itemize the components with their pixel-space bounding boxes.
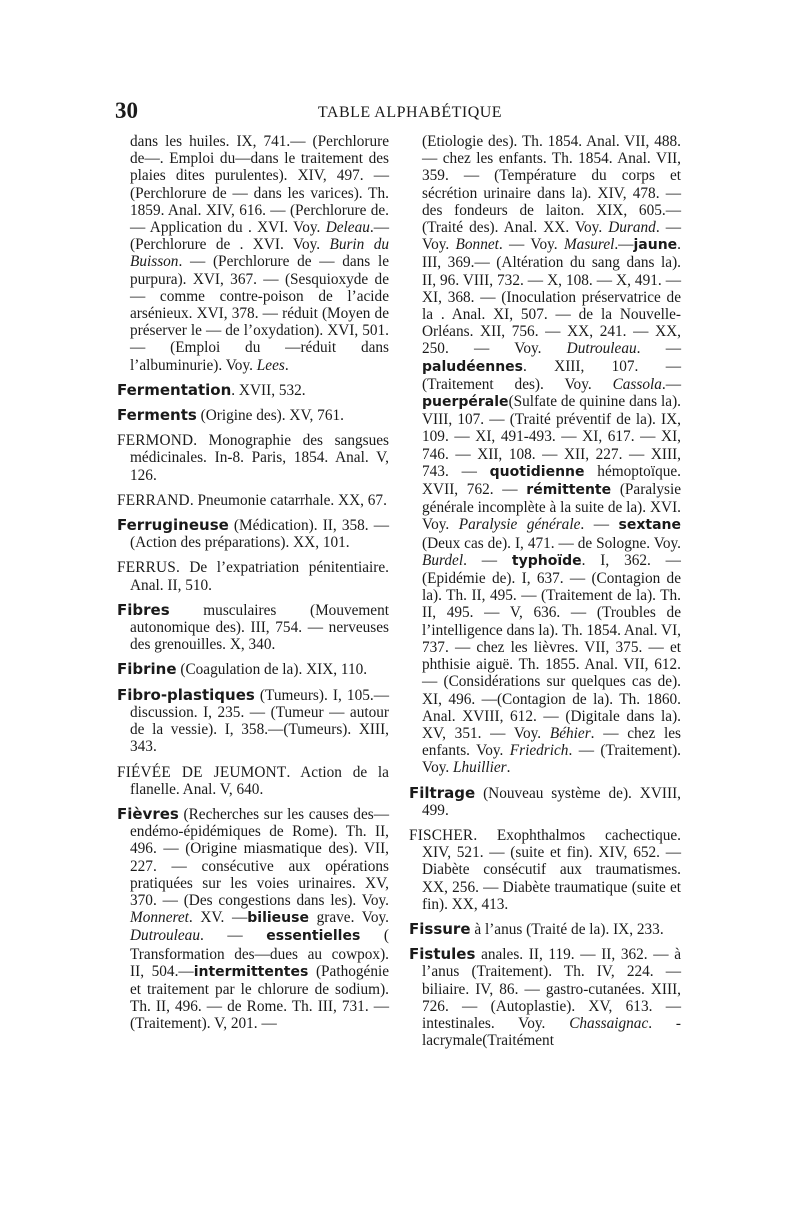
page-header [115, 98, 705, 128]
index-entry: Ferments (Origine des). XV, 761. [117, 406, 344, 425]
index-entry: Fibres musculaires (Mouvement autonomique des). III, 754. — nerveuses des grenouilles. X, 340. [117, 600, 389, 654]
running-title: TABLE ALPHABÉTIQUE [317, 104, 503, 121]
index-entry: Fièvres (Recherches sur les causes des—endémo-épidémiques de Rome). Th. II, 496. — (Origine miasmatique des). VII, 227. — consécutive aux opérations pratiquées sur les voies urinaires. XV, 370. — (Des congestions dans les). Voy. Monneret. XV. —bilieuse grave. Voy. Dutrouleau. — essentielles ( Transformation des—dues au cowpox). II, 504.—intermittentes (Pathogénie et traitement par le chlorure de sodium). Th. II, 496. — de Rome. Th. III, 731. — (Traitement). V, 201. — [117, 804, 390, 1033]
index-entry: Fermentation. XVII, 532. [117, 380, 306, 399]
index-entry: dans les huiles. IX, 741.— (Perchlorure de—. Emploi du—dans le traitement des plaies dites purulentes). XIV, 497. — (Perchlorure de — dans les varices). Th. 1859. Anal. XIV, 616. — (Perchlorure de. — Application du . XVI. Voy. Deleau.—(Perchlorure de . XVI. Voy. Burin du Buisson. — (Perchlorure de — dans le purpura). XVI, 367. — (Sesquioxyde de — comme contre-poison de l’acide arsénieux. XVI, 378. — réduit (Moyen de préserver le — de l’oxydation). XVI, 501. — (Emploi du —réduit dans l’albuminurie). Voy. Lees. [130, 133, 389, 374]
index-entry: (Etiologie des). Th. 1854. Anal. VII, 488. — chez les enfants. Th. 1854. Anal. VII, 359. — (Température du corps et sécrétion urinaire dans la). XIV, 478. — des fondeurs de laiton. XIX, 605.—(Traité des). Anal. XX. Voy. Durand. — Voy. Bonnet. — Voy. Masurel.—jaune. III, 369.— (Altération du sang dans la). II, 96. VIII, 732. — X, 108. — X, 491. — XI, 368. — (Inoculation préservatrice de la . Anal. XI, 507. — de la Nouvelle-Orléans. XII, 756. — XX, 241. — XX, 250. — Voy. Dutrouleau. — paludéennes. XIII, 107. —(Traitement des). Voy. Cassola.—puerpérale(Sulfate de quinine dans la). VIII, 107. — (Traité préventif de la). IX, 109. — XI, 491-493. — XI, 617. — XI, 746. — XII, 108. — XII, 227. — XIII, 743. — quotidienne hémoptoïque. XVII, 762. — rémittente (Paralysie générale incomplète à la suite de la). XVI. Voy. Paralysie générale. — sextane (Deux cas de). I, 471. — de Sologne. Voy. Burdel. — typhoïde. I, 362. — (Epidémie de). I, 637. — (Contagion de la). Th. II, 495. — (Traitement de la). Th. II, 495. — V, 636. — (Troubles de l’intelligence dans la). Th. 1854. Anal. VI, 737. — chez les lièvres. VII, 375. — et phthisie aiguë. Th. 1855. Anal. VII, 612. — (Considérations sur quelques cas de). XI, 496. —(Contagion de la). Th. 1860. Anal. XVIII, 612. — (Digitale dans la). XV, 351. — Voy. Béhier. — chez les enfants. Voy. Friedrich. — (Traitement). Voy. Lhuillier. [422, 133, 682, 777]
index-entry: Fistules anales. II, 119. — II, 362. — à l’anus (Traitement). Th. IV, 224. — biliaire. IV, 86. — gastro-cutanées. XIII, 726. — (Autoplastie). XV, 613. — intestinales. Voy. Chassaignac. - lacrymale(Traitément [409, 945, 681, 1050]
index-entry: FERRAND. Pneumonie catarrhale. XX, 67. [117, 491, 387, 509]
index-entry: Fibrine (Coagulation de la). XIX, 110. [117, 660, 368, 679]
right-column [409, 133, 681, 1057]
index-entry: FISCHER. Exophthalmos cachectique. XIV, 521. — (suite et fin). XIV, 652. — Diabète consécutif aux traumatismes. XX, 256. — Diabète traumatique (suite et fin). XX, 413. [409, 826, 681, 913]
index-entry: FERMOND. Monographie des sangsues médicinales. In-8. Paris, 1854. Anal. V, 126. [117, 432, 389, 484]
page-number: 30 [115, 98, 138, 123]
index-entry: Fibro-plastiques (Tumeurs). I, 105.—discussion. I, 235. — (Tumeur — autour de la vessie). I, 358.—(Tumeurs). XIII, 343. [117, 685, 389, 756]
index-entry: Filtrage (Nouveau système de). XVIII, 499. [409, 783, 681, 819]
index-entry: FERRUS. De l’expatriation pénitentiaire. Anal. II, 510. [117, 559, 389, 594]
index-entry: Fissure à l’anus (Traité de la). IX, 233. [409, 919, 664, 938]
index-entry: FIÉVÉE DE JEUMONT. Action de la flanelle. Anal. V, 640. [117, 763, 389, 798]
left-column [117, 133, 389, 1041]
index-entry: Ferrugineuse (Médication). II, 358. —(Action des préparations). XX, 101. [117, 516, 389, 552]
